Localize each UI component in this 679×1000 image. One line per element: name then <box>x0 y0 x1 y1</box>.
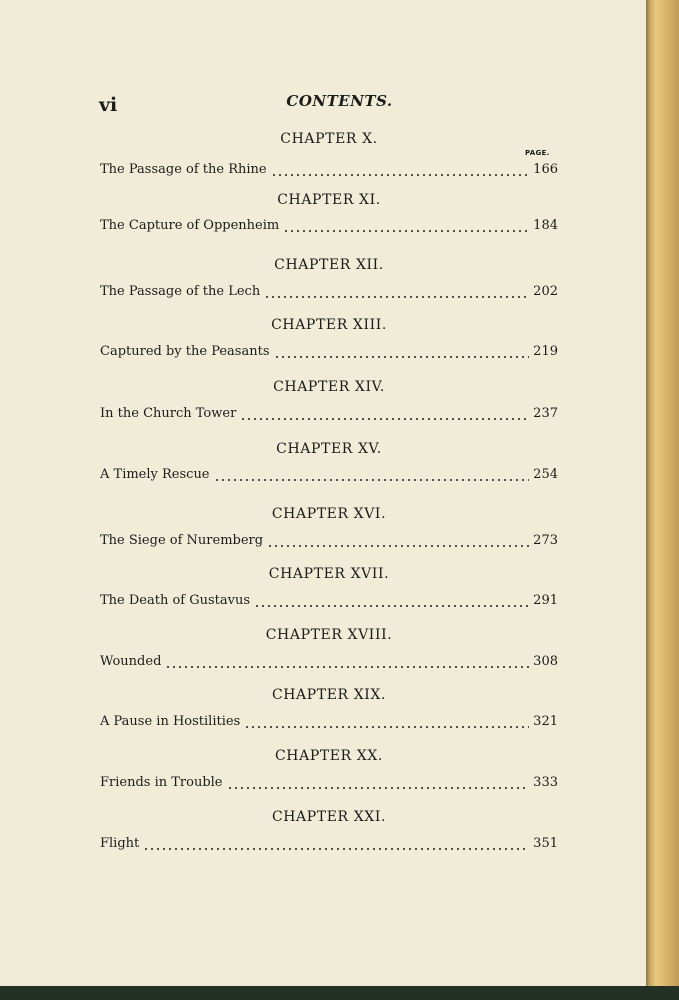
chapter-heading: CHAPTER XVIII. <box>265 627 393 643</box>
book-spine-edge <box>646 0 679 1000</box>
chapter-page: 237 <box>533 406 558 421</box>
chapter-heading: CHAPTER XVII. <box>268 566 390 582</box>
chapter-page: 291 <box>533 593 558 608</box>
chapter-title: The Capture of Oppenheim <box>100 218 280 233</box>
toc-entry <box>100 836 558 854</box>
chapter-heading: CHAPTER XXI. <box>271 809 387 825</box>
chapter-title: A Pause in Hostilities <box>100 714 241 729</box>
chapter-title: A Timely Rescue <box>100 467 210 482</box>
chapter-heading: CHAPTER X. <box>280 131 378 147</box>
bottom-edge <box>0 986 679 1000</box>
dot-leader <box>214 479 530 481</box>
chapter-title: Wounded <box>100 654 162 669</box>
chapter-heading: CHAPTER XX. <box>275 748 383 764</box>
chapter-page: 273 <box>533 533 558 548</box>
chapter-heading: CHAPTER XI. <box>277 192 381 208</box>
dot-leader <box>271 174 530 176</box>
chapter-title: Captured by the Peasants <box>100 344 270 359</box>
chapter-heading: CHAPTER XIX. <box>271 687 387 703</box>
chapter-title: The Siege of Nuremberg <box>100 533 264 548</box>
chapter-heading: CHAPTER XII. <box>274 257 384 273</box>
running-head: CONTENTS. <box>286 92 393 110</box>
chapter-page: 166 <box>533 162 558 177</box>
chapter-page: 202 <box>533 284 558 299</box>
chapter-title: In the Church Tower <box>100 406 237 421</box>
chapter-title: The Death of Gustavus <box>100 593 251 608</box>
dot-leader <box>227 787 530 789</box>
toc-entry <box>100 162 558 180</box>
dot-leader <box>283 230 529 232</box>
dot-leader <box>267 545 529 547</box>
chapter-heading: CHAPTER XVI. <box>271 506 387 522</box>
chapter-heading: CHAPTER XIII. <box>271 317 387 333</box>
toc-entry <box>100 284 558 302</box>
chapter-page: 184 <box>533 218 558 233</box>
dot-leader <box>244 726 529 728</box>
dot-leader <box>274 356 530 358</box>
chapter-page: 333 <box>533 775 558 790</box>
toc-entry <box>100 344 558 362</box>
toc-entry <box>100 406 558 424</box>
chapter-page: 321 <box>533 714 558 729</box>
chapter-heading: CHAPTER XIV. <box>273 379 385 395</box>
chapter-title: The Passage of the Lech <box>100 284 261 299</box>
dot-leader <box>264 296 529 298</box>
toc-entry <box>100 467 558 485</box>
chapter-title: Flight <box>100 836 140 851</box>
toc-entry <box>100 654 558 672</box>
page-number: vi <box>99 94 118 116</box>
dot-leader <box>240 418 529 420</box>
dot-leader <box>143 848 529 850</box>
toc-entry <box>100 714 558 732</box>
toc-entry <box>100 593 558 611</box>
toc-entry <box>100 218 558 236</box>
page-column-label: PAGE. <box>525 149 550 157</box>
chapter-title: The Passage of the Rhine <box>100 162 267 177</box>
chapter-title: Friends in Trouble <box>100 775 223 790</box>
chapter-page: 351 <box>533 836 558 851</box>
chapter-page: 308 <box>533 654 558 669</box>
toc-entry <box>100 775 558 793</box>
chapter-heading: CHAPTER XV. <box>276 441 382 457</box>
dot-leader <box>165 666 529 668</box>
dot-leader <box>254 605 529 607</box>
chapter-page: 254 <box>533 467 558 482</box>
toc-entry <box>100 533 558 551</box>
chapter-page: 219 <box>533 344 558 359</box>
